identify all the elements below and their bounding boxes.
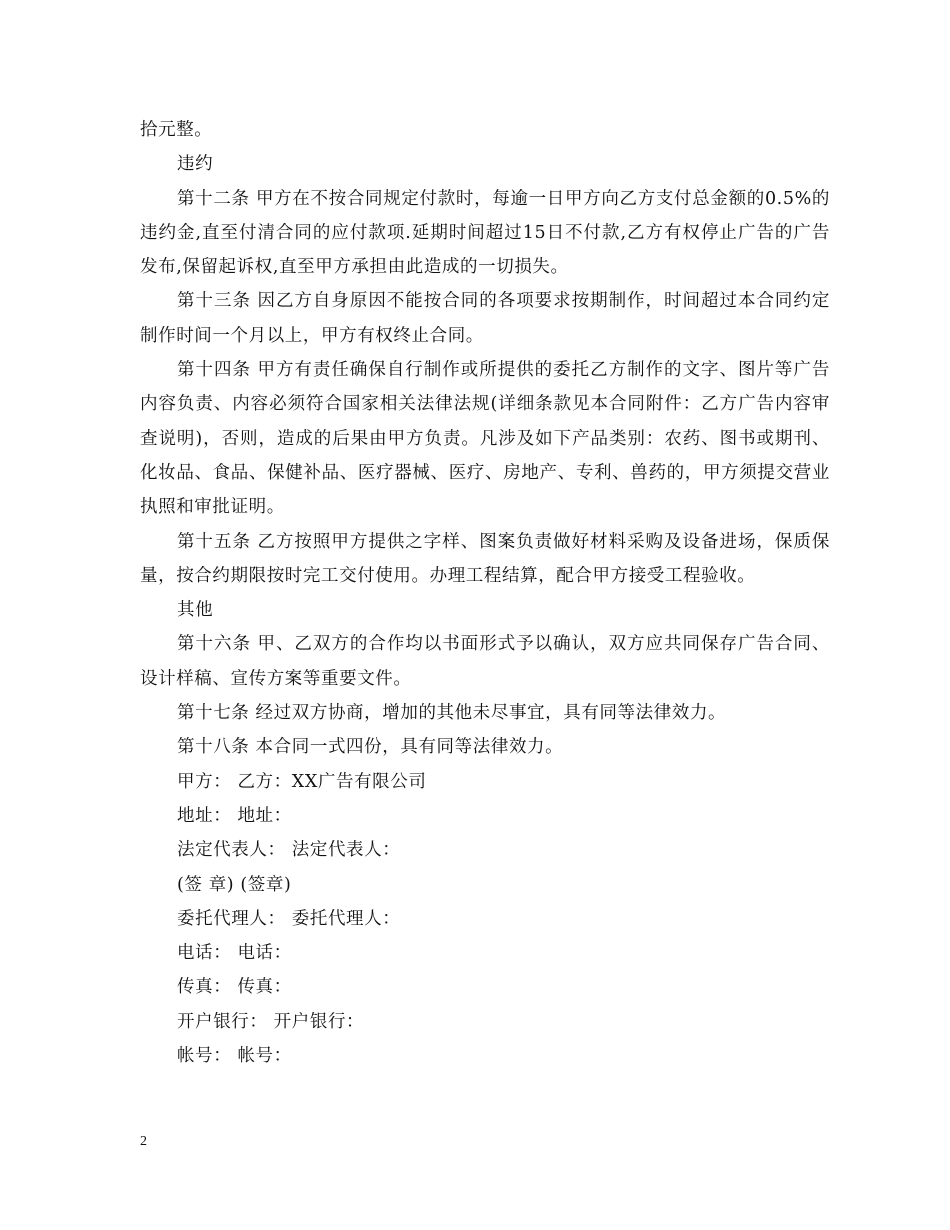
- article-15: 第十五条 乙方按照甲方提供之字样、图案负责做好材料采购及设备进场，保质保量，按合约期限按时完工交付使用。办理工程结算，配合甲方接受工程验收。: [140, 531, 830, 586]
- article-12: 第十二条 甲方在不按合同规定付款时，每逾一日甲方向乙方支付总金额的0.5%的违约金,直至付清合同的应付款项.延期时间超过15日不付款,乙方有权停止广告的广告发布,保留起诉权,直至甲方承担由此造成的一切损失。: [140, 188, 830, 278]
- article-14: 第十四条 甲方有责任确保自行制作或所提供的委托乙方制作的文字、图片等广告内容负责、内容必须符合国家相关法律法规(详细条款见本合同附件：乙方广告内容审查说明)，否则，造成的后果由甲方负责。凡涉及如下产品类别：农药、图书或期刊、化妆品、食品、保健补品、医疗器械、医疗、房地产、专利、兽药的，甲方须提交营业执照和审批证明。: [140, 360, 830, 518]
- signature-parties: 甲方： 乙方：XX广告有限公司: [177, 771, 427, 792]
- signature-fax: 传真： 传真：: [177, 977, 292, 998]
- section-heading-breach: 违约: [177, 154, 214, 175]
- signature-account: 帐号： 帐号：: [177, 1046, 292, 1067]
- signature-phone: 电话： 电话：: [177, 943, 292, 964]
- section-heading-other: 其他: [177, 600, 214, 621]
- article-13: 第十三条 因乙方自身原因不能按合同的各项要求按期制作，时间超过本合同约定制作时间一个月以上，甲方有权终止合同。: [140, 291, 830, 346]
- page-number: 2: [140, 1134, 147, 1149]
- signature-legal-representative: 法定代表人： 法定代表人：: [177, 840, 401, 861]
- document-body: [140, 113, 830, 1073]
- signature-agent: 委托代理人： 委托代理人：: [177, 908, 401, 929]
- article-16: 第十六条 甲、乙双方的合作均以书面形式予以确认，双方应共同保存广告合同、设计样稿、宣传方案等重要文件。: [140, 634, 830, 689]
- signature-bank: 开户银行： 开户银行：: [177, 1011, 365, 1032]
- signature-address: 地址： 地址：: [177, 805, 292, 826]
- article-18: 第十八条 本合同一式四份，具有同等法律效力。: [177, 737, 564, 758]
- signature-seal: (签 章) (签章): [177, 874, 292, 895]
- paragraph-amount-closing: 拾元整。: [140, 120, 213, 140]
- article-17: 第十七条 经过双方协商，增加的其他未尽事宜，具有同等法律效力。: [177, 703, 727, 724]
